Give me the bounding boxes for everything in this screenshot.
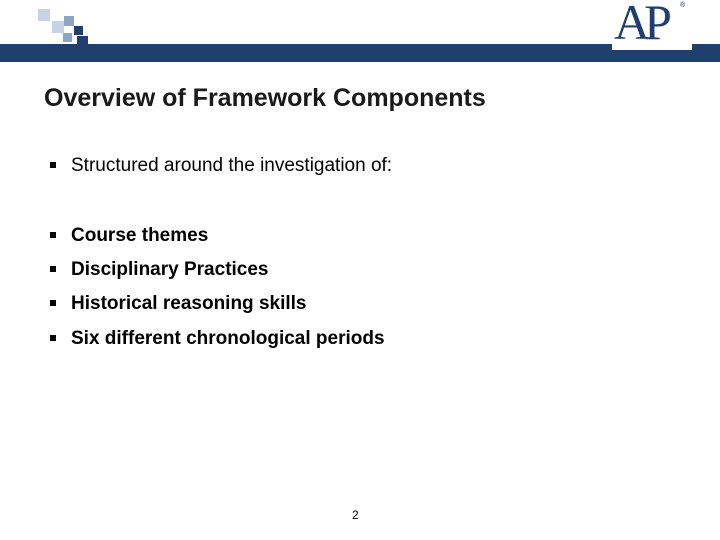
bullet-square-icon	[50, 232, 56, 238]
list-item	[50, 225, 208, 247]
deco-square	[74, 26, 83, 35]
bullet-square-icon	[50, 162, 56, 168]
bullet-square-icon	[50, 335, 56, 341]
list-item-text: Disciplinary Practices	[71, 259, 269, 280]
list-item	[50, 259, 269, 281]
deco-square	[52, 21, 64, 33]
list-item-text: Course themes	[71, 225, 209, 246]
slide-title: Overview of Framework Components	[44, 84, 486, 112]
deco-square	[64, 16, 74, 26]
deco-square	[38, 9, 50, 21]
registered-mark: ®	[680, 2, 686, 9]
intro-bullet	[50, 155, 392, 177]
page-number: 2	[352, 508, 359, 522]
deco-square	[63, 33, 72, 42]
intro-text: Structured around the investigation of:	[71, 155, 393, 176]
logo-text: AP	[614, 0, 666, 50]
list-item-text: Six different chronological periods	[71, 328, 385, 349]
bullet-square-icon	[50, 266, 56, 272]
list-item-text: Historical reasoning skills	[71, 293, 307, 314]
list-item	[50, 293, 306, 315]
list-item	[50, 328, 385, 350]
ap-logo	[612, 0, 692, 50]
bullet-square-icon	[50, 300, 56, 306]
